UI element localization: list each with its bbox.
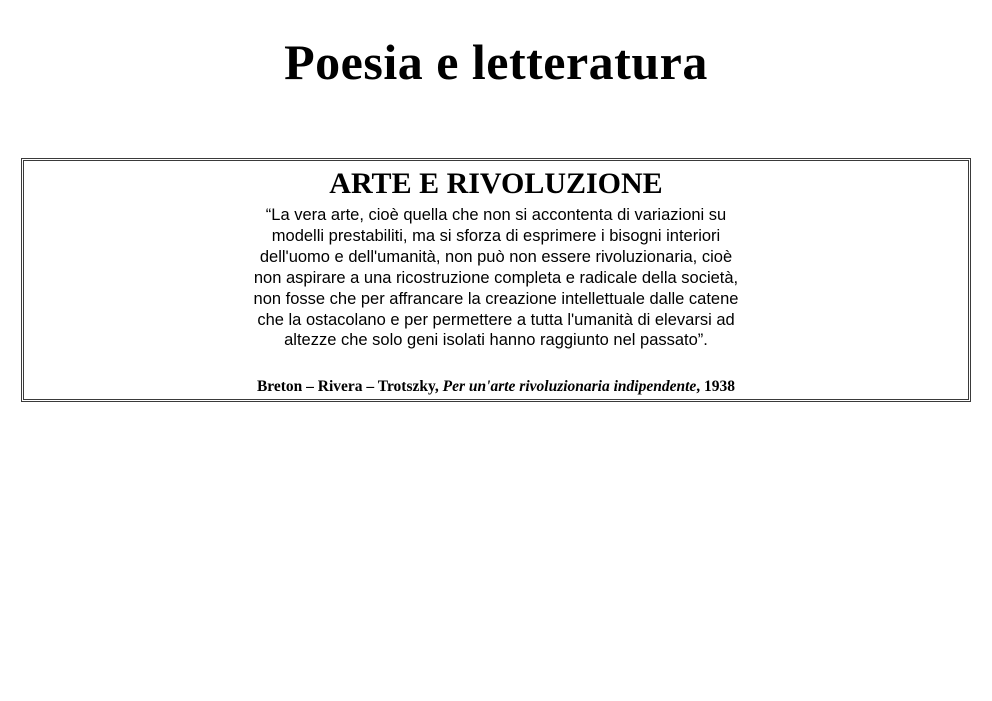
citation-year: , 1938 [696,378,736,395]
quote-line: modelli prestabiliti, ma si sforza di esprimere i bisogni interiori [271,226,721,245]
box-heading: ARTE E RIVOLUZIONE [329,167,663,200]
quote-line: non aspirare a una ricostruzione completa e radicale della società, [253,268,739,287]
quote-line: che la ostacolano e per permettere a tutta l'umanità di elevarsi ad [257,310,735,329]
citation-authors: Breton – Rivera – Trotszky, [256,378,443,395]
page-title: Poesia e letteratura [284,34,708,90]
quote-line: “La vera arte, cioè quella che non si accontenta di variazioni su [265,206,727,224]
quote-text [24,205,968,351]
quote-line: altezze che solo geni isolati hanno raggiunto nel passato”. [284,331,708,350]
citation-work-title: Per un'arte rivoluzionaria indipendente [442,378,697,395]
quote-box [21,158,971,402]
quote-line: dell'uomo e dell'umanità, non può non essere rivoluzionaria, cioè [259,247,733,266]
quote-line: non fosse che per affrancare la creazione intellettuale dalle catene [253,289,739,308]
citation [24,377,968,397]
